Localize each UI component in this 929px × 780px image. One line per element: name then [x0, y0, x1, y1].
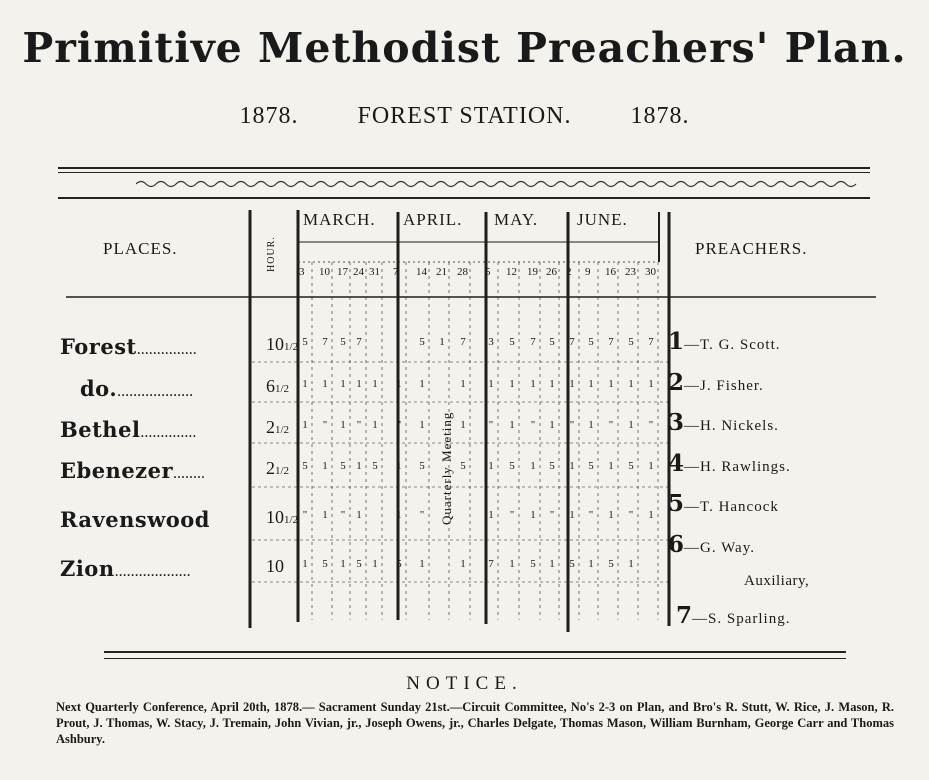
plan-cell: 1 [569, 460, 575, 472]
plan-cell: " [322, 419, 328, 431]
plan-cell: 1 [372, 419, 378, 431]
plan-cell: 5 [302, 460, 308, 472]
plan-cell: 1 [588, 419, 594, 431]
plan-cell: 7 [648, 336, 654, 348]
day-number: 9 [585, 266, 591, 278]
preacher-entry [668, 328, 780, 355]
hour-fraction: 1/2 [284, 514, 299, 526]
plan-cell: 1 [439, 336, 445, 348]
plan-cell: 1 [372, 378, 378, 390]
preacher-name: —S. Sparling. [692, 611, 791, 627]
plan-cell: 1 [509, 419, 515, 431]
plan-cell: 1 [322, 378, 328, 390]
plan-cell: " [588, 509, 594, 521]
bottom-rule-1 [104, 651, 846, 653]
plan-cell: 5 [628, 336, 634, 348]
plan-cell: 1 [530, 378, 536, 390]
month-april: APRIL. [403, 210, 463, 229]
hour-value: 2 [266, 458, 275, 478]
auxiliary-label: Auxiliary, [744, 573, 810, 589]
day-number: 21 [436, 266, 447, 278]
day-number: 19 [527, 266, 538, 278]
service-hour [266, 507, 298, 528]
year-right: 1878. [630, 103, 690, 129]
plan-cell: 1 [509, 558, 515, 570]
place-name: Zion [60, 556, 115, 581]
plan-cell: 5 [628, 460, 634, 472]
plan-cell: 1 [322, 509, 328, 521]
plan-cell: 1 [460, 558, 466, 570]
preacher-name: —J. Fisher. [684, 377, 764, 394]
plan-cell: 1 [419, 558, 425, 570]
plan-cell: " [530, 419, 536, 431]
plan-cell: " [356, 419, 362, 431]
preacher-entry [668, 409, 779, 436]
plan-cell: 1 [588, 378, 594, 390]
plan-cell: 7 [322, 336, 328, 348]
day-number: 14 [416, 266, 427, 278]
preacher-number: 7 [676, 602, 693, 629]
plan-cell: 1 [569, 378, 575, 390]
service-hour [266, 334, 298, 355]
month-march: MARCH. [303, 210, 376, 229]
plan-cell: 1 [302, 378, 308, 390]
plan-cell: 5 [549, 336, 555, 348]
plan-cell: 1 [302, 419, 308, 431]
month-june: JUNE. [577, 210, 628, 229]
plan-cell: 1 [549, 419, 555, 431]
plan-cell: 5 [322, 558, 328, 570]
plan-cell: 5 [340, 336, 346, 348]
day-number: 23 [625, 266, 636, 278]
hour-value: 6 [266, 376, 275, 396]
plan-cell: 1 [530, 460, 536, 472]
plan-cell: 1 [356, 509, 362, 521]
plan-cell: 5 [509, 460, 515, 472]
plan-cell: 1 [419, 378, 425, 390]
place-row-label [60, 556, 191, 581]
plan-cell: 1 [460, 378, 466, 390]
plan-cell: 7 [569, 336, 575, 348]
preacher-number: 5 [668, 490, 685, 517]
plan-cell: 7 [488, 558, 494, 570]
plan-cell: 5 [396, 558, 402, 570]
plan-cell: 5 [372, 460, 378, 472]
plan-cell: " [549, 509, 555, 521]
hour-fraction: 1/2 [284, 341, 299, 353]
preacher-entry [668, 490, 779, 517]
plan-cell: 1 [588, 558, 594, 570]
preacher-number: 1 [668, 328, 685, 355]
station-name: FOREST STATION. [357, 103, 572, 129]
preacher-name: —T. G. Scott. [684, 337, 781, 353]
plan-cell: 5 [419, 460, 425, 472]
day-number: 2 [566, 266, 572, 278]
notice-text: Next Quarterly Conference, April 20th, 1878.— Sacrament Sunday 21st.—Circuit Committee, No's 2-3 on Plan, and Bro's R. Stutt, W. Rice, J. Mason, R. Prout, J. Thomas, W. Stacy, J. Tremain, John Vivian, jr., Joseph Owens, jr., Charles Delgate, Thomas Mason, William Burnham, George Carr and Thomas Ashbury. [56, 700, 894, 746]
place-name: Ebenezer [60, 458, 174, 483]
plan-cell: 1 [608, 378, 614, 390]
day-number: 12 [506, 266, 517, 278]
plan-cell: 5 [530, 558, 536, 570]
leader-dots: .............. [140, 424, 197, 441]
preacher-name: —H. Nickels. [684, 418, 779, 434]
plan-cell: 1 [530, 509, 536, 521]
plan-cell: 1 [460, 419, 466, 431]
plan-cell: 1 [396, 378, 402, 390]
plan-cell: 1 [608, 460, 614, 472]
hour-value: 10 [266, 334, 284, 354]
place-name: Ravenswood [60, 507, 210, 532]
plan-cell: 7 [460, 336, 466, 348]
plan-cell: 1 [509, 378, 515, 390]
preacher-name: —H. Rawlings. [684, 458, 791, 475]
plan-cell: 1 [488, 378, 494, 390]
hour-value: 2 [266, 417, 275, 437]
plan-cell: 7 [608, 336, 614, 348]
quarterly-meeting-label: Quarterly Meeting [439, 411, 454, 525]
day-number: 16 [605, 266, 616, 278]
hour-fraction: 1/2 [275, 383, 290, 395]
plan-cell: 5 [419, 336, 425, 348]
place-name: Forest [60, 334, 137, 359]
day-number: 24 [353, 266, 364, 278]
plan-cell: 1 [628, 378, 634, 390]
plan-cell: 1 [340, 419, 346, 431]
plan-cell: 1 [488, 460, 494, 472]
plan-cell: " [608, 419, 614, 431]
plan-cell: 5 [569, 558, 575, 570]
day-number: 5 [485, 266, 491, 278]
leader-dots: ............... [136, 341, 197, 358]
plan-cell: 1 [608, 509, 614, 521]
plan-cell: 7 [530, 336, 536, 348]
plan-cell: 5 [302, 336, 308, 348]
leader-dots: ................... [114, 563, 191, 580]
bottom-rule-2 [104, 658, 846, 659]
plan-cell: 1 [488, 509, 494, 521]
hour-value: 10 [266, 507, 284, 527]
plan-cell: 5 [588, 460, 594, 472]
plan-cell: 1 [569, 509, 575, 521]
plan-cell: " [648, 419, 654, 431]
preacher-entry [668, 531, 755, 558]
plan-cell: 1 [648, 378, 654, 390]
plan-cell: 5 [340, 460, 346, 472]
place-row-label [60, 417, 196, 442]
plan-cell: 1 [340, 378, 346, 390]
page-title: Primitive Methodist Preachers' Plan. [22, 24, 907, 72]
service-hour [266, 556, 284, 577]
plan-cell: " [340, 509, 346, 521]
preacher-entry [668, 369, 764, 396]
preachers-header: PREACHERS. [695, 239, 808, 258]
place-row-label [60, 334, 197, 359]
day-number: 28 [457, 266, 468, 278]
plan-cell: " [302, 509, 308, 521]
preacher-number: 4 [668, 449, 685, 477]
preacher-number: 3 [668, 409, 685, 436]
plan-cell: 1 [628, 558, 634, 570]
place-row-label [80, 376, 193, 401]
day-number: 17 [337, 266, 348, 278]
plan-cell: 1 [356, 378, 362, 390]
plan-cell: 1 [396, 509, 402, 521]
preacher-name: —G. Way. [684, 539, 755, 556]
preacher-entry [668, 450, 791, 477]
place-row-label [60, 458, 205, 483]
plan-cell: " [569, 419, 575, 431]
plan-cell: 1 [372, 558, 378, 570]
month-may: MAY. [494, 210, 539, 229]
plan-cell: 1 [549, 378, 555, 390]
preacher-auxiliary [676, 602, 790, 629]
day-number: 30 [645, 266, 656, 278]
plan-cell: 1 [419, 419, 425, 431]
places-header: PLACES. [103, 239, 178, 258]
plan-cell: 1 [628, 419, 634, 431]
plan-cell: " [509, 509, 515, 521]
plan-cell: 5 [509, 336, 515, 348]
leader-dots: ................... [117, 383, 194, 400]
hour-fraction: 1/2 [275, 424, 290, 436]
plan-cell: " [419, 509, 425, 521]
plan-cell: 5 [588, 336, 594, 348]
plan-cell: 5 [460, 460, 466, 472]
plan-cell: " [628, 509, 634, 521]
plan-cell: 7 [356, 336, 362, 348]
day-number: 26 [546, 266, 557, 278]
plan-cell: " [488, 419, 494, 431]
preacher-name: —T. Hancock [684, 499, 779, 515]
notice-heading: NOTICE. [406, 673, 523, 694]
place-name: Bethel [60, 417, 141, 442]
plan-cell: 1 [322, 460, 328, 472]
hour-header: HOUR. [266, 236, 277, 272]
plan-cell: 1 [356, 460, 362, 472]
leader-dots: ........ [173, 465, 206, 482]
day-number: 7 [393, 266, 399, 278]
place-row-label [60, 507, 210, 532]
preacher-number: 6 [668, 530, 685, 558]
day-number: 10 [319, 266, 330, 278]
plan-cell: 1 [396, 460, 402, 472]
plan-cell: 1 [302, 558, 308, 570]
day-number: 31 [369, 266, 380, 278]
plan-cell: 1 [340, 558, 346, 570]
plan-cell: 5 [549, 460, 555, 472]
year-left: 1878. [239, 103, 299, 129]
plan-cell: 1 [549, 558, 555, 570]
plan-cell: 1 [648, 509, 654, 521]
plan-cell: 5 [608, 558, 614, 570]
hour-fraction: 1/2 [275, 465, 290, 477]
service-hour [266, 376, 289, 397]
day-number: 3 [299, 266, 305, 278]
plan-cell: 5 [356, 558, 362, 570]
plan-cell: 3 [488, 336, 494, 348]
service-hour [266, 458, 289, 479]
plan-cell: 1 [648, 460, 654, 472]
preacher-number: 2 [668, 368, 685, 396]
place-name: do. [80, 376, 118, 401]
service-hour [266, 417, 289, 438]
hour-value: 10 [266, 556, 284, 576]
plan-cell: " [396, 419, 402, 431]
